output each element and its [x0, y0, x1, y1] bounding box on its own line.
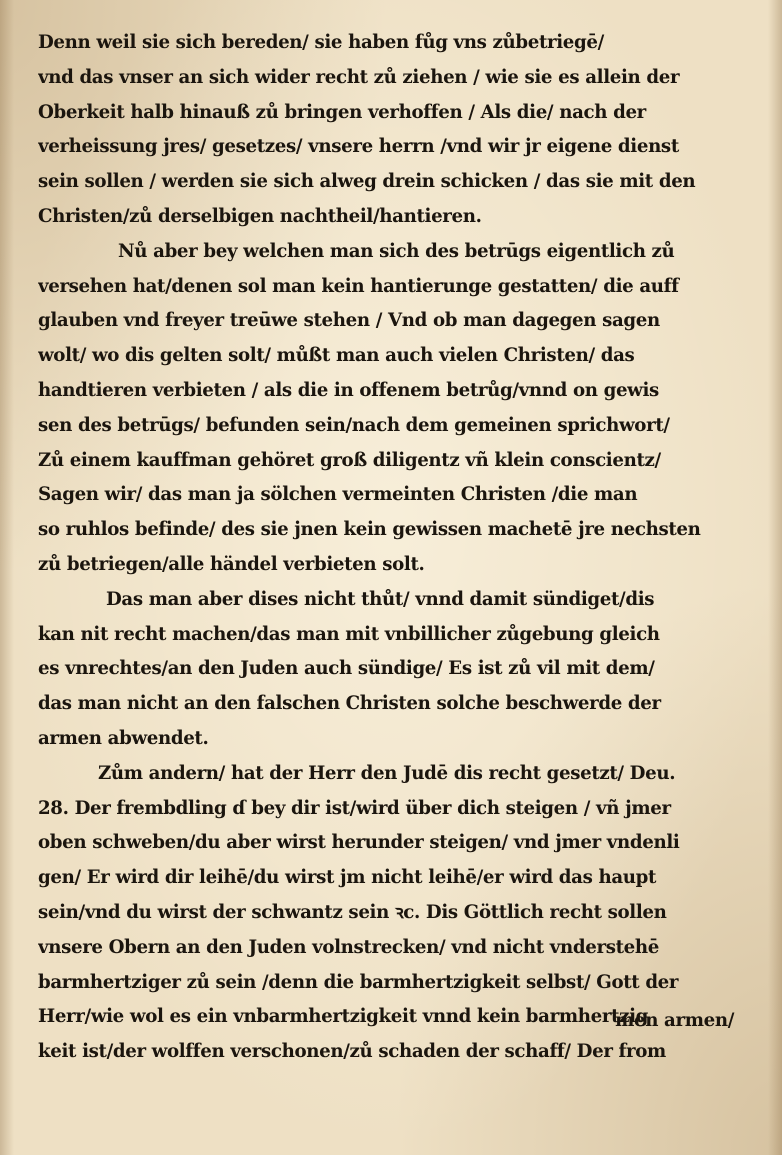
page-edge-left [0, 0, 14, 1155]
text-line: keit ist/der wolffen verschonen/zů schaden der schaff/ Der from [38, 1041, 666, 1063]
text-line: vnd das vnser an sich wider recht zů ziehen / wie sie es allein der [38, 66, 680, 88]
text-line: wolt/ wo dis gelten solt/ můßt man auch vielen Christen/ das [38, 345, 635, 367]
text-line: armen abwendet. [38, 727, 209, 749]
page-edge-right [768, 0, 782, 1155]
text-line: sein sollen / werden sie sich alweg drein schicken / das sie mit den [38, 171, 696, 193]
text-line: kan nit recht machen/das man mit vnbillicher zůgebung gleich [38, 623, 660, 645]
text-line: Sagen wir/ das man ja sölchen vermeinten Christen /die man [38, 484, 638, 506]
text-line: es vnrechtes/an den Juden auch sündige/ Es ist zů vil mit dem/ [38, 658, 655, 680]
paragraph-start-line: Das man aber dises nicht thůt/ vnnd damit sündiget/dis [106, 588, 655, 610]
text-line: glauben vnd freyer treūwe stehen / Vnd ob man dagegen sagen [38, 310, 660, 332]
text-line: sen des betrūgs/ befunden sein/nach dem gemeinen sprichwort/ [38, 414, 670, 436]
text-line: Denn weil sie sich bereden/ sie haben fůg vns zůbetriegē/ [38, 32, 604, 53]
paragraph-start-line: Nů aber bey welchen man sich des betrūgs eigentlich zů [118, 240, 675, 262]
text-line: zů betriegen/alle händel verbieten solt. [38, 553, 425, 575]
text-line: Zů einem kauffman gehöret groß diligentz vñ klein conscientz/ [38, 449, 661, 471]
text-line: vnsere Obern an den Juden volnstrecken/ vnd nicht vnderstehē [38, 936, 659, 958]
text-line: oben schweben/du aber wirst herunder steigen/ vnd jmer vndenli [38, 832, 680, 854]
text-line: 28. Der frembdling ɗ bey dir ist/wird über dich steigen / vñ jmer [38, 797, 671, 819]
text-line: Christen/zů derselbigen nachtheil/hantieren. [38, 205, 482, 227]
text-line: handtieren verbieten / als die in offenem betrůg/vnnd on gewis [38, 379, 659, 401]
text-line: barmhertziger zů sein /denn die barmhertzigkeit selbst/ Gott der [38, 971, 679, 993]
paragraph-start-line: Zům andern/ hat der Herr den Judē dis recht gesetzt/ Deu. [98, 762, 676, 784]
text-line: sein/vnd du wirst der schwantz sein ꝛc. Dis Göttlich recht sollen [38, 901, 667, 923]
text-line: verheissung jres/ gesetzes/ vnsere herrn /vnd wir jr eigene dienst [38, 136, 679, 158]
text-line: gen/ Er wird dir leihē/du wirst jm nicht leihē/er wird das haupt [38, 867, 657, 889]
text-line: das man nicht an den falschen Christen solche beschwerde der [38, 693, 661, 715]
catchword: men armen/ [615, 1010, 734, 1031]
text-line: so ruhlos befinde/ des sie jnen kein gewissen machetē jre nechsten [38, 519, 701, 541]
text-line: versehen hat/denen sol man kein hantierunge gestatten/ die auff [38, 275, 679, 297]
text-block [38, 26, 760, 1070]
text-line: Oberkeit halb hinauß zů bringen verhoffen / Als die/ nach der [38, 101, 646, 123]
text-line: Herr/wie wol es ein vnbarmhertzigkeit vnnd kein barmhertzig [38, 1006, 649, 1028]
